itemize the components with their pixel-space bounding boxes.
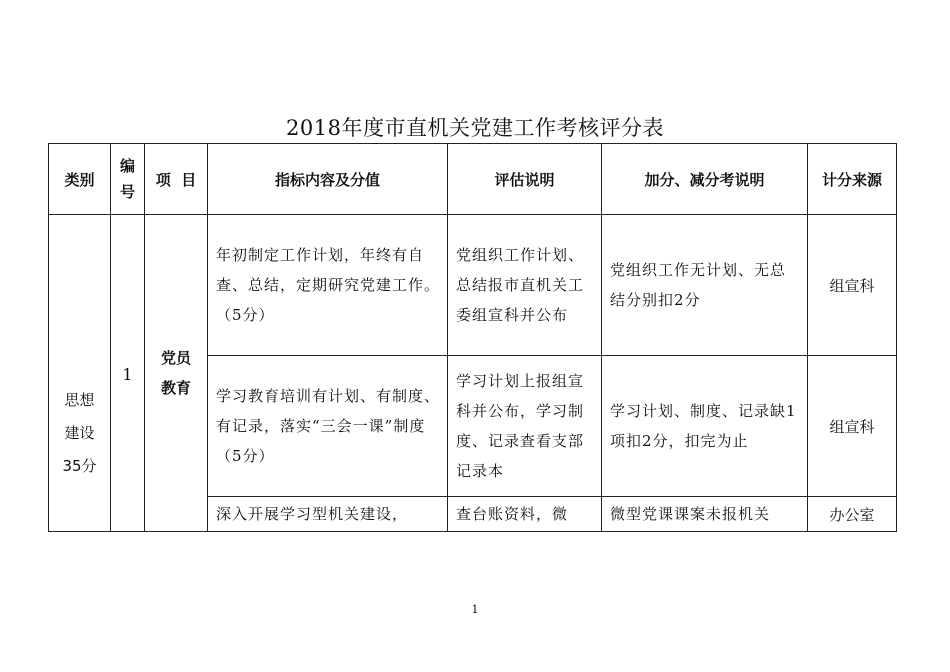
source-cell: 组宣科 [808, 215, 897, 356]
header-number-line2: 号 [119, 183, 135, 201]
category-cell [49, 215, 111, 532]
project-line1: 党员 [160, 349, 191, 367]
table-row [49, 215, 897, 356]
header-number [111, 144, 145, 215]
header-category: 类别 [49, 144, 111, 215]
project-cell [145, 215, 208, 532]
evaluation-table [48, 143, 897, 532]
item-number: 1 [122, 365, 133, 384]
header-row [49, 144, 897, 215]
header-evaluation: 评估说明 [448, 144, 602, 215]
page-number: 1 [471, 603, 479, 616]
header-indicator: 指标内容及分值 [208, 144, 448, 215]
evaluation-cell: 查台账资料，微 [448, 497, 602, 532]
number-cell [111, 215, 145, 532]
deduction-cell: 党组织工作无计划、无总结分别扣2分 [602, 215, 808, 356]
indicator-cell: 学习教育培训有计划、有制度、有记录，落实“三会一课”制度（5分） [208, 356, 448, 497]
evaluation-cell: 学习计划上报组宣科并公布，学习制度、记录查看支部记录本 [448, 356, 602, 497]
header-source: 计分来源 [808, 144, 897, 215]
header-number-line1: 编 [119, 157, 135, 175]
category-line3: 35分 [62, 456, 97, 475]
page-title: 2018年度市直机关党建工作考核评分表 [286, 116, 664, 140]
category-line1: 思想 [64, 390, 95, 409]
evaluation-cell: 党组织工作计划、总结报市直机关工委组宣科并公布 [448, 215, 602, 356]
source-cell: 办公室 [808, 497, 897, 532]
deduction-cell: 微型党课课案未报机关 [602, 497, 808, 532]
header-deduction: 加分、减分考说明 [602, 144, 808, 215]
indicator-cell: 深入开展学习型机关建设， [208, 497, 448, 532]
deduction-cell: 学习计划、制度、记录缺1项扣2分，扣完为止 [602, 356, 808, 497]
project-line2: 教育 [160, 379, 191, 397]
category-line2: 建设 [64, 423, 95, 442]
header-project: 项 目 [145, 144, 208, 215]
source-cell: 组宣科 [808, 356, 897, 497]
indicator-cell: 年初制定工作计划，年终有自查、总结，定期研究党建工作。（5分） [208, 215, 448, 356]
